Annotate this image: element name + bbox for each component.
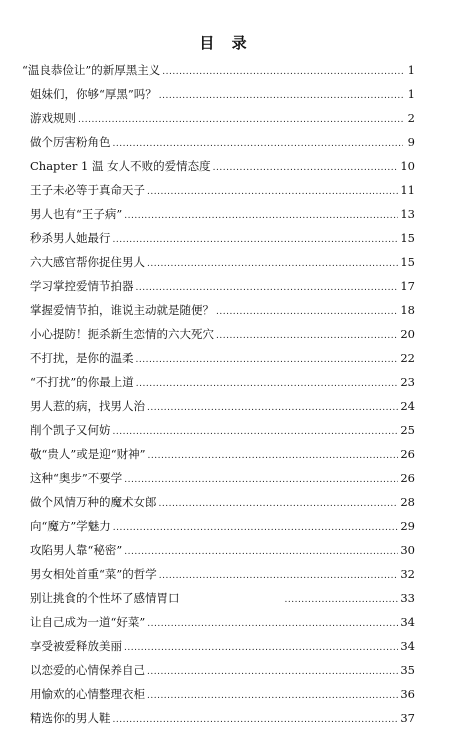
toc-leader-dots [147,398,398,414]
toc-entry [30,110,415,126]
toc-entry-title: 秒杀男人她最行 [30,231,111,245]
toc-entry-page: 1 [407,87,415,101]
toc-leader-dots [124,206,398,222]
toc-entry-page: 15 [400,255,415,269]
toc-entry [30,422,415,438]
toc-entry [22,62,415,78]
toc-entry [30,638,415,654]
toc-leader-dots [162,62,403,78]
toc-leader-dots [147,182,398,198]
toc-entry-page: 15 [400,231,415,245]
toc-entry-title: 别让挑食的个性坏了感情胃口 [30,591,180,605]
toc-entry-page: 9 [407,135,415,149]
toc-entry-page: 37 [400,711,415,725]
toc-entry-page: 11 [400,183,415,197]
toc-entry-title: 男人惹的病，找男人治 [30,399,145,413]
toc-entry-page: 34 [400,615,415,629]
toc-leader-dots [147,614,398,630]
toc-entry [30,326,415,342]
toc-entry-page: 20 [400,327,415,341]
toc-leader-dots [113,230,399,246]
toc-leader-dots [147,686,398,702]
toc-leader-dots [136,350,399,366]
toc-leader-dots [124,542,398,558]
toc-entry-page: 25 [400,423,415,437]
toc-entry [30,302,415,318]
toc-entry [30,158,415,174]
toc-leader-dots [285,590,399,606]
toc-leader-dots [159,566,399,582]
toc-entry-title: 姐妹们，你够“厚黑”吗？ [30,87,157,101]
toc-leader-dots [147,254,398,270]
toc-entry-title: 敬“贵人”或是迎“财神” [30,447,146,461]
toc-leader-dots [113,710,399,726]
toc-entry [30,494,415,510]
toc-entry-title: 做个厉害粉角色 [30,135,111,149]
toc-leader-dots [124,638,398,654]
toc-entry-title: 让自己成为一道“好菜” [30,615,146,629]
toc-leader-dots [148,446,399,462]
toc-entry [30,182,415,198]
toc-entry-title: 用愉欢的心情整理衣柜 [30,687,145,701]
toc-entry-page: 24 [400,399,415,413]
toc-entry-title: “不打扰”的你最上道 [30,375,134,389]
toc-entry-title: 享受被爱释放美丽 [30,639,122,653]
toc-entry-title: 削个凯子又何妨 [30,423,111,437]
toc-entry-title: 攻陷男人靠“秘密” [30,543,123,557]
toc-entry [30,86,415,102]
toc-entry-title: 学习掌控爱情节拍器 [30,279,134,293]
toc-entry [30,446,415,462]
toc-entry-page: 10 [400,159,415,173]
toc-entry [30,686,415,702]
toc-entry [30,278,415,294]
toc-entry-title: 向“魔方”学魅力 [30,519,111,533]
toc-title: 目 录 [199,34,253,52]
toc-entry [30,710,415,726]
toc-entry [30,566,415,582]
toc-leader-dots [159,494,399,510]
toc-entry-page: 2 [407,111,415,125]
toc-entry [30,206,415,222]
toc-entry-title: 做个风情万种的魔术女郎 [30,495,157,509]
toc-entry-page: 26 [400,471,415,485]
toc-entry-title: 精选你的男人鞋 [30,711,111,725]
toc-leader-dots [124,470,398,486]
toc-leader-dots [136,278,399,294]
toc-entry-title: 游戏规则 [30,111,76,125]
toc-leader-dots [147,662,398,678]
toc-entry-title: 男人也有“王子病” [30,207,123,221]
toc-entry [30,662,415,678]
toc-leader-dots [159,86,403,102]
toc-entry-page: 13 [400,207,415,221]
toc-entry-page: 17 [400,279,415,293]
toc-entry-page: 32 [400,567,415,581]
toc-entry-page: 18 [400,303,415,317]
toc-leader-dots [216,326,398,342]
toc-leader-dots [216,302,398,318]
toc-entry-page: 26 [400,447,415,461]
toc-entry-page: 22 [400,351,415,365]
toc-entry [30,230,415,246]
toc-entry-title: 王子未必等于真命天子 [30,183,145,197]
toc-entry-page: 36 [400,687,415,701]
toc-entry [30,398,415,414]
toc-entry-page: 28 [400,495,415,509]
toc-leader-dots [136,374,399,390]
toc-entry-title: “温良恭俭让”的新厚黑主义 [22,63,161,77]
toc-entry [30,134,415,150]
toc-leader-dots [113,134,404,150]
toc-leader-dots [113,422,399,438]
toc-entry [30,518,415,534]
toc-entry-page: 33 [400,591,415,605]
toc-entry-page: 29 [400,519,415,533]
toc-entry-title: Chapter 1 温 女人不败的爱情态度 [30,159,211,173]
toc-entry [30,590,415,606]
toc-entry [30,254,415,270]
toc-leader-dots [213,158,399,174]
toc-entry-title: 男女相处首重“菜”的哲学 [30,567,157,581]
toc-entry-page: 34 [400,639,415,653]
toc-entry [30,470,415,486]
toc-leader-dots [113,518,399,534]
toc-leader-dots [78,110,403,126]
toc-entry-page: 35 [400,663,415,677]
toc-entry-page: 1 [407,63,415,77]
toc-entry-page: 23 [400,375,415,389]
toc-entry-page: 30 [400,543,415,557]
toc-entry [30,374,415,390]
toc-entry [30,542,415,558]
toc-entry-title: 这种“奥步”不要学 [30,471,123,485]
toc-entry-title: 六大感官帮你捉住男人 [30,255,145,269]
toc-entry [30,614,415,630]
toc-entry-title: 以恋爱的心情保养自己 [30,663,145,677]
toc-entry-title: 不打扰，是你的温柔 [30,351,134,365]
toc-entry-title: 小心提防！扼杀新生恋情的六大死穴 [30,327,214,341]
toc-entry-title: 掌握爱情节拍，谁说主动就是随便？ [30,303,214,317]
toc-entry [30,350,415,366]
